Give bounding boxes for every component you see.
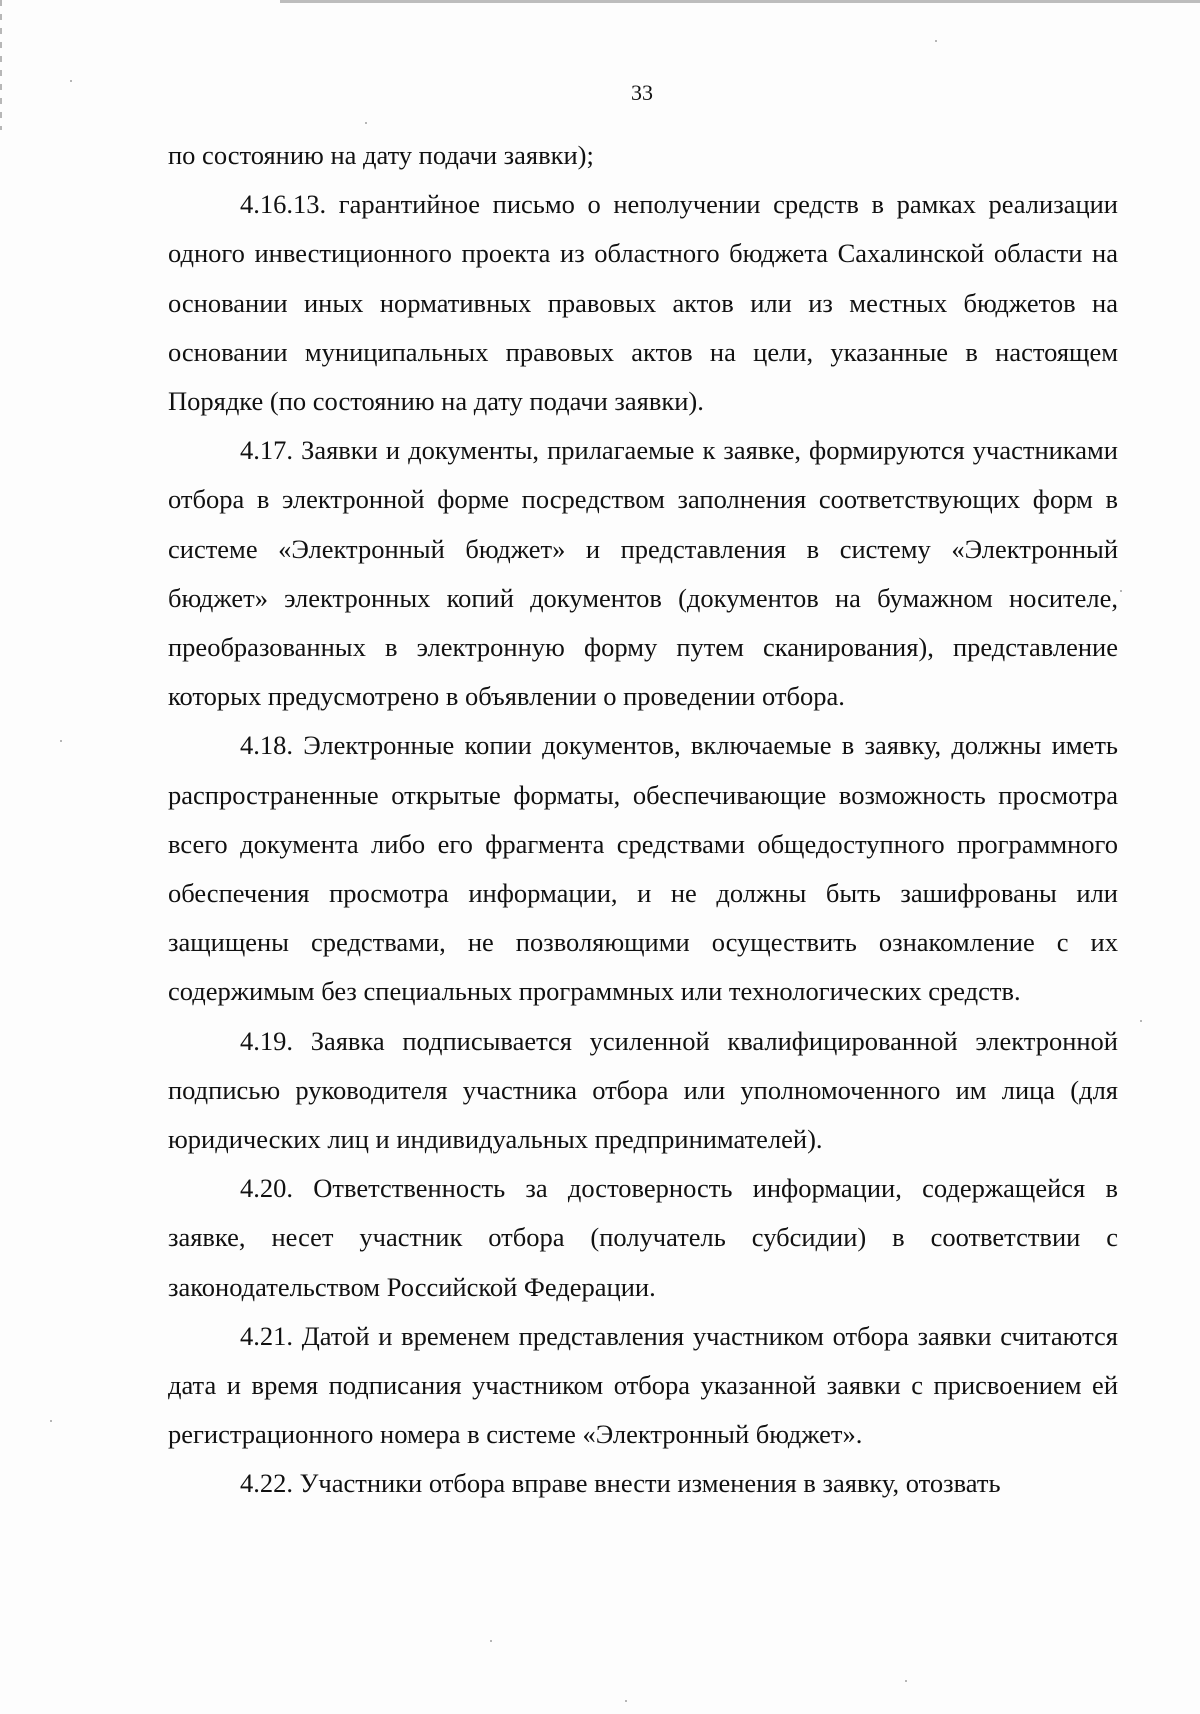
scan-speck bbox=[935, 40, 937, 42]
paragraph-4-18: 4.18. Электронные копии документов, включаемые в заявку, должны иметь распространенные открытые форматы, обеспечивающие возможность просмотра всего документа либо его фрагмента средствами общедоступного программного обеспечения просмотра информации, и не должны быть зашифрованы или защищены средствами, не позволяющими осуществить ознакомление с их содержимым без специальных программных или технологических средств. bbox=[168, 730, 1118, 1007]
scan-speck bbox=[60, 740, 62, 742]
scan-speck bbox=[365, 122, 367, 124]
page-number: 33 bbox=[631, 80, 653, 105]
scan-speck bbox=[50, 1420, 52, 1422]
scan-speck bbox=[1140, 1020, 1142, 1022]
paragraph-4-21: 4.21. Датой и временем представления участником отбора заявки считаются дата и время подписания участником отбора указанной заявки с присвоением ей регистрационного номера в системе «Электронный бюджет». bbox=[168, 1320, 1118, 1450]
left-edge-marks bbox=[0, 0, 2, 130]
scan-speck bbox=[625, 1700, 627, 1702]
paragraph-4-16-13: 4.16.13. гарантийное письмо о неполучении средств в рамках реализации одного инвестиционного проекта из областного бюджета Сахалинской области на основании иных нормативных правовых актов или из местных бюджетов на основании муниципальных правовых актов на цели, указанные в настоящем Порядке (по состоянию на дату подачи заявки). bbox=[168, 189, 1118, 417]
scan-speck bbox=[70, 80, 72, 82]
document-body bbox=[168, 131, 1118, 1509]
paragraph-4-19: 4.19. Заявка подписывается усиленной квалифицированной электронной подписью руководителя участника отбора или уполномоченного им лица (для юридических лиц и индивидуальных предпринимателей). bbox=[168, 1025, 1118, 1155]
scan-speck bbox=[905, 1680, 907, 1682]
top-edge-rule bbox=[280, 0, 1200, 3]
scan-speck bbox=[490, 1640, 492, 1642]
paragraph-continuation: по состоянию на дату подачи заявки); bbox=[168, 140, 594, 170]
paragraph-4-20: 4.20. Ответственность за достоверность информации, содержащейся в заявке, несет участник отбора (получатель субсидии) в соответствии с законодательством Российской Федерации. bbox=[168, 1173, 1118, 1302]
paragraph-4-22: 4.22. Участники отбора вправе внести изменения в заявку, отозвать bbox=[240, 1468, 1001, 1499]
paragraph-4-17: 4.17. Заявки и документы, прилагаемые к заявке, формируются участниками отбора в электронной форме посредством заполнения соответствующих форм в системе «Электронный бюджет» и представления в систему «Электронный бюджет» электронных копий документов (документов на бумажном носителе, преобразованных в электронную форму путем сканирования), представление которых предусмотрено в объявлении о проведении отбора. bbox=[168, 435, 1118, 712]
scan-speck bbox=[1120, 590, 1122, 592]
